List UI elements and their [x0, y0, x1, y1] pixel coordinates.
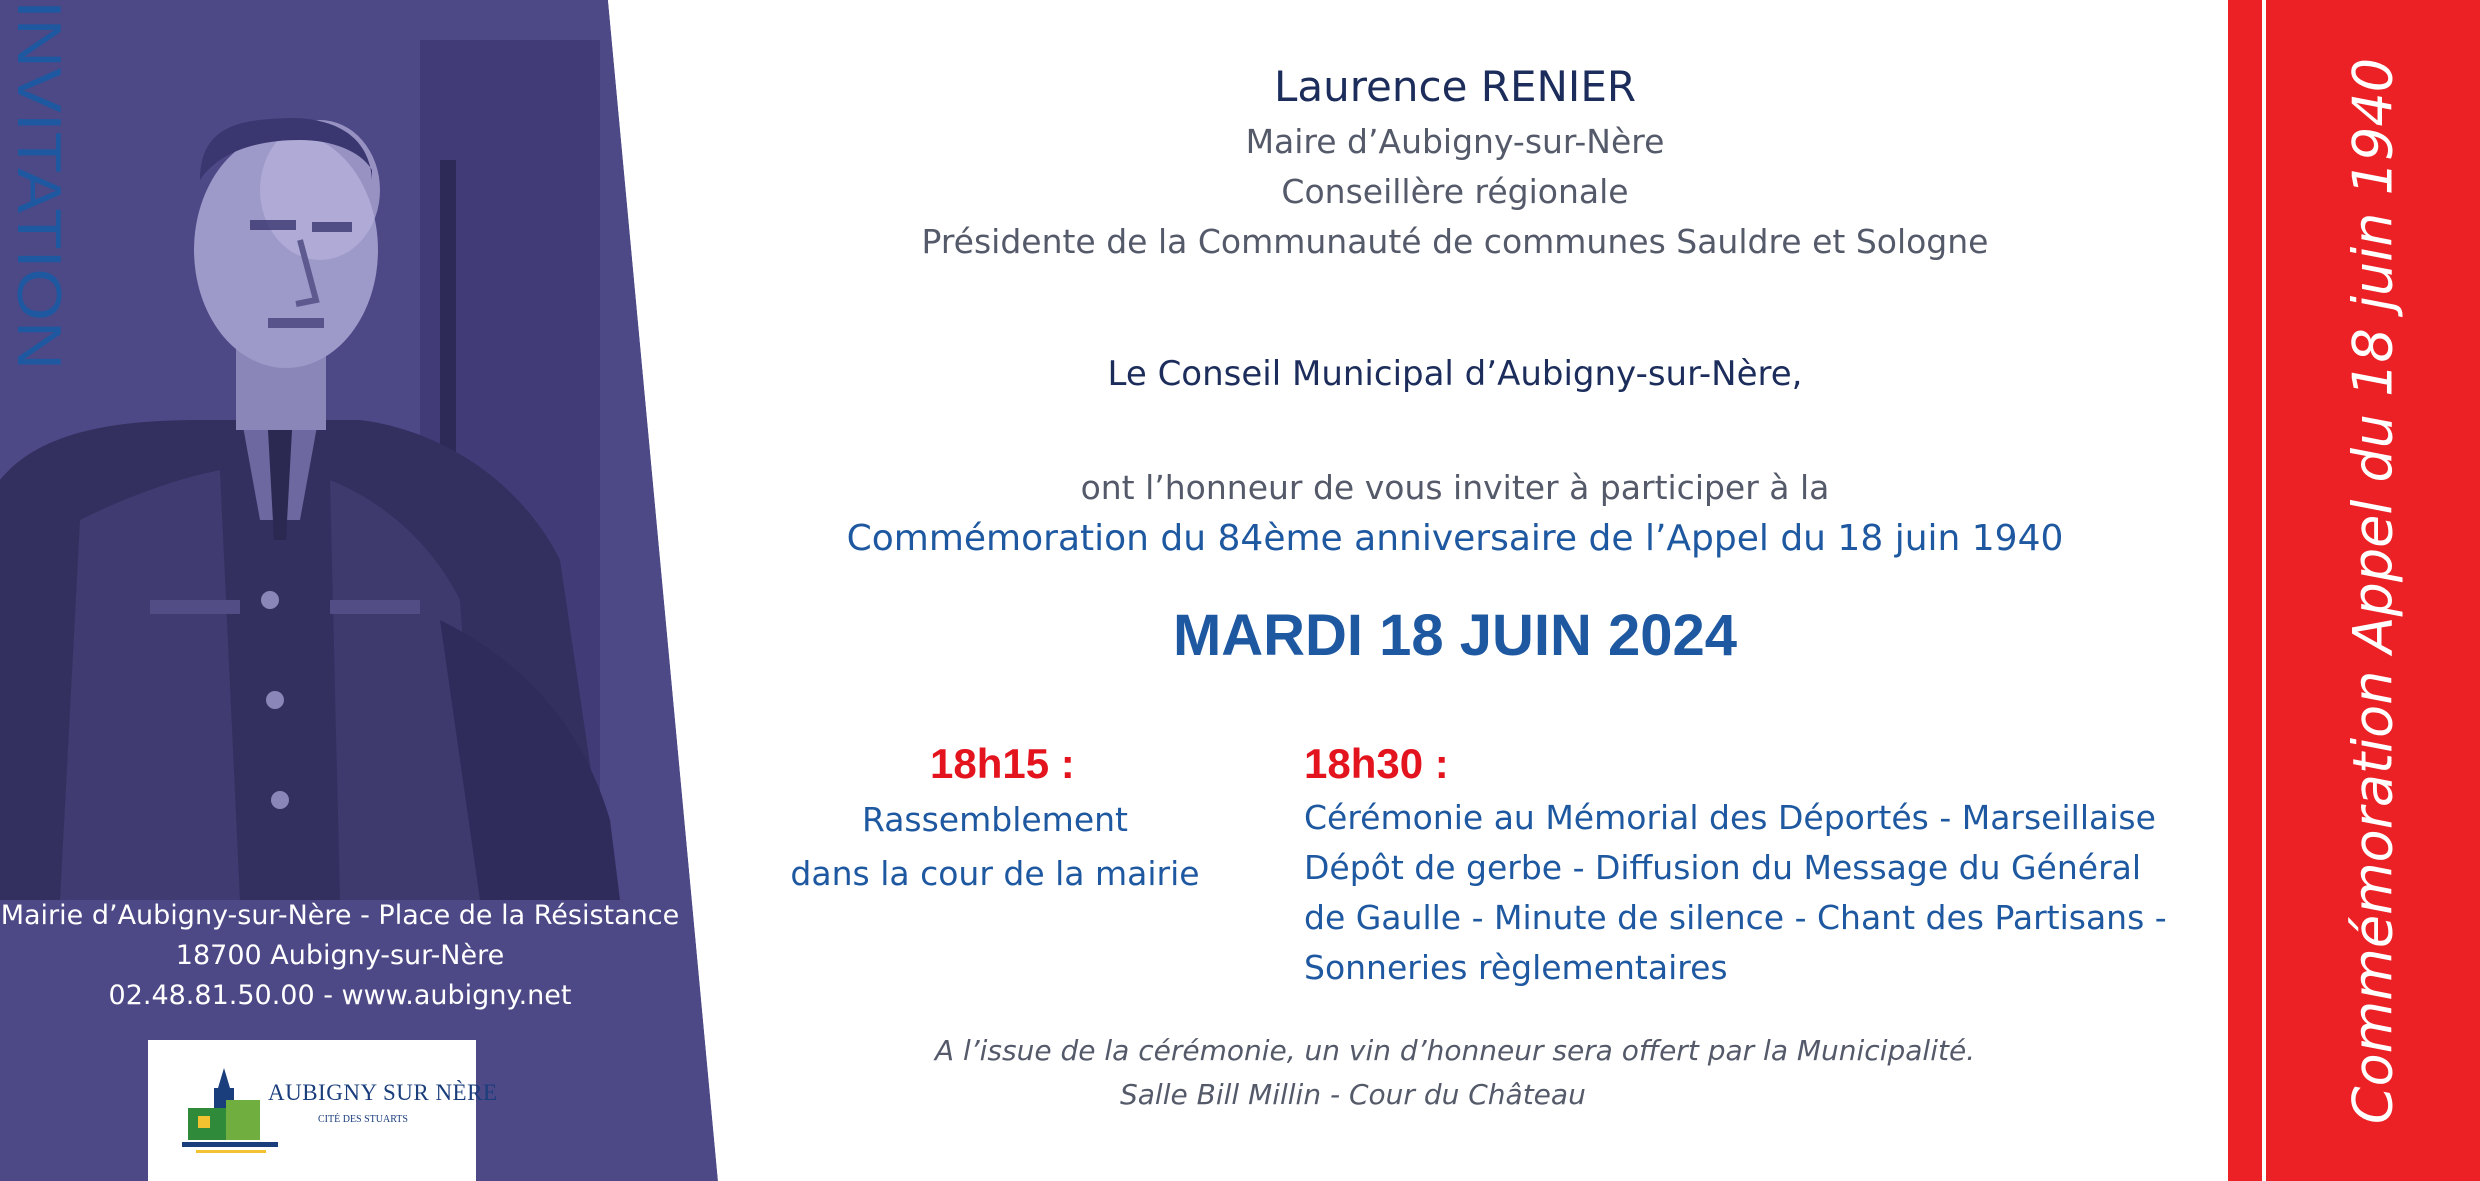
reception-note: A l’issue de la cérémonie, un vin d’honneur sera offert par la Municipalité. [934, 1034, 1976, 1067]
ceremony-program-line: Dépôt de gerbe - Diffusion du Message du Général [1304, 848, 2142, 887]
council-line: Le Conseil Municipal d’Aubigny-sur-Nère, [1107, 354, 1803, 394]
left-panel [0, 0, 720, 1181]
host-title: Maire d’Aubigny-sur-Nère [1245, 122, 1665, 161]
reception-venue: Salle Bill Millin - Cour du Château [1120, 1078, 1586, 1111]
address-contact: 02.48.81.50.00 - www.aubigny.net [108, 980, 572, 1011]
town-logo [148, 1040, 498, 1181]
gathering-desc: dans la cour de la mairie [790, 854, 1200, 893]
ceremony-time: 18h30 : [1304, 740, 1449, 787]
gathering-time: 18h15 : [930, 740, 1075, 787]
logo-subtitle: CITÉ DES STUARTS [318, 1114, 408, 1125]
gathering-desc: Rassemblement [862, 800, 1128, 839]
ceremony-program-line: Cérémonie au Mémorial des Déportés - Marseillaise [1304, 798, 2156, 837]
logo-title: AUBIGNY SUR NÈRE [268, 1080, 498, 1105]
ceremony-program-line: Sonneries règlementaires [1304, 948, 1728, 987]
banner-title: Commémoration Appel du 18 juin 1940 [2341, 57, 2405, 1124]
commemoration-title: Commémoration du 84ème anniversaire de l’Appel du 18 juin 1940 [846, 518, 2064, 559]
event-date: MARDI 18 JUIN 2024 [1172, 603, 1738, 668]
address-city: 18700 Aubigny-sur-Nère [175, 940, 505, 971]
host-title: Présidente de la Communauté de communes Sauldre et Sologne [921, 222, 1989, 261]
host-name: Laurence RENIER [1273, 62, 1637, 111]
invite-line: ont l’honneur de vous inviter à participer à la [1080, 468, 1830, 507]
invitation-text: INVITATION [4, 0, 73, 339]
host-title: Conseillère régionale [1281, 172, 1629, 211]
town-logo-icon [178, 1058, 298, 1168]
address-line: Mairie d’Aubigny-sur-Nère - Place de la Résistance [0, 900, 680, 931]
ceremony-program-line: de Gaulle - Minute de silence - Chant des Partisans - [1304, 898, 2167, 937]
banner-text-wrap [2266, 0, 2480, 1181]
invitation-label [0, 0, 80, 380]
